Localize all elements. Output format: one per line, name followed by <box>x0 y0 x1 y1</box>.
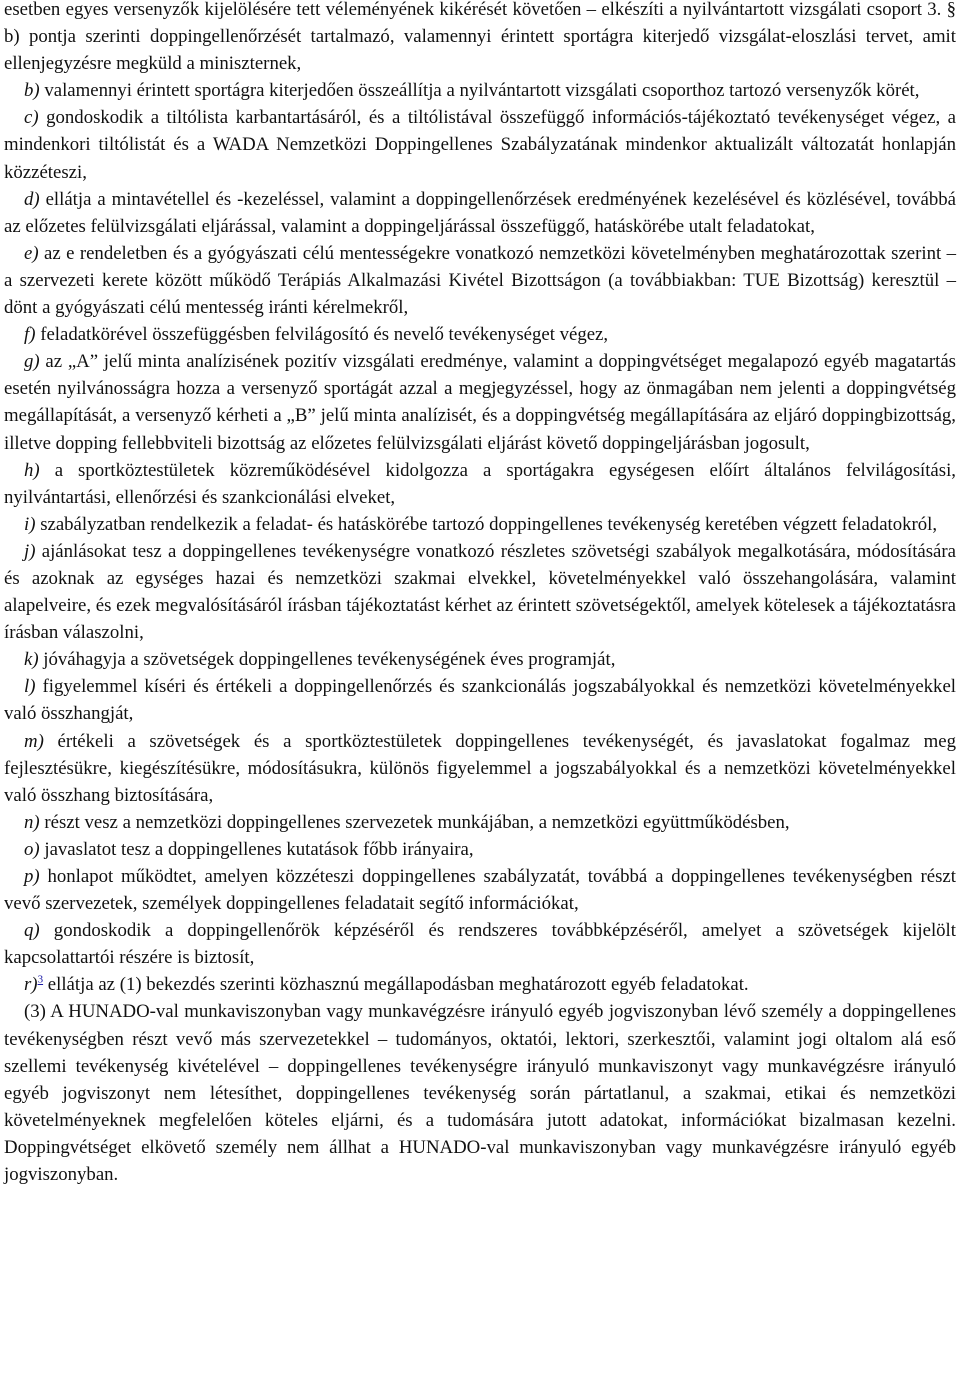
list-item-g <box>4 348 956 456</box>
list-item-d <box>4 186 956 240</box>
item-label: f) <box>24 324 36 346</box>
item-text: ajánlásokat tesz a doppingellenes tevékenységre vonatkozó részletes szövetségi szabályok megalkotására, módosítására és azoknak az egységes hazai és nemzetközi szakmai elvekkel, követelményekkel való összehangolására, valamint alapelveire, és ezek megvalósításáról írásban tájékoztatást kérhet az érintett szövetségektől, amelyek kötelesek a tájékoztatásra írásban válaszolni, <box>4 540 956 644</box>
item-label: q) <box>24 920 40 942</box>
item-label: o) <box>24 838 40 860</box>
list-item-o <box>4 836 956 863</box>
item-text: figyelemmel kíséri és értékeli a doppingellenőrzés és szankcionálás jogszabályokkal és nemzetközi követelményekkel való összhangját, <box>4 676 956 725</box>
item-label: d) <box>24 188 40 210</box>
list-item-h <box>4 457 956 511</box>
list-item-q <box>4 917 956 971</box>
paragraph-text: esetben egyes versenyzők kijelölésére tett véleményének kikérését követően – elkészíti a nyilvántartott vizsgálati csoport 3. § b) pontja szerinti doppingellenőrzését tartalmazó, valamennyi érintett sportágra kiterjedő vizsgálat-eloszlási tervet, amit ellenjegyzésre megküld a miniszternek, <box>4 0 956 75</box>
item-label: m) <box>24 730 44 752</box>
item-text: javaslatot tesz a doppingellenes kutatások főbb irányaira, <box>44 838 474 860</box>
item-label: h) <box>24 459 40 481</box>
item-text: feladatkörével összefüggésben felvilágosító és nevelő tevékenységet végez, <box>40 324 609 346</box>
item-label: n) <box>24 811 40 833</box>
item-label: e) <box>24 242 39 264</box>
list-item-b <box>4 77 956 104</box>
list-item-j <box>4 538 956 646</box>
list-item-l <box>4 673 956 727</box>
paragraph-continuation <box>4 0 956 77</box>
paragraph-text: (3) A HUNADO-val munkaviszonyban vagy munkavégzésre irányuló egyéb jogviszonyban lévő személy a doppingellenes tevékenységben részt vevő más szervezetekkel – tudományos, oktatói, lektori, szerkesztői, valamint jogi oltalom alá eső szellemi tevékenység kivételével – doppingellenes tevékenységre irányuló munkaviszonyt vagy munkavégzésre irányuló egyéb jogviszonyt nem létesíthet, doppingellenes tevékenység során pártatlanul, a szakmai, etikai és nemzetközi követelményeknek megfelelően köteles eljárni, és a tudomására jutott adatokat, információkat bizalmasan kezelni. Doppingvétséget elkövető személy nem állhat a HUNADO-val munkaviszonyban vagy munkavégzésre irányuló egyéb jogviszonyban. <box>4 1001 956 1186</box>
item-label: g) <box>24 351 40 373</box>
item-text: ellátja a mintavétellel és -kezeléssel, valamint a doppingellenőrzések eredményének kezelésével és közlésével, továbbá az előzetes felülvizsgálati eljárással, valamint a doppingeljárással összefüggő, hatáskörébe utalt feladatokat, <box>4 188 956 237</box>
item-text: jóváhagyja a szövetségek doppingellenes tevékenységének éves programját, <box>43 649 616 671</box>
list-item-r <box>4 971 956 998</box>
item-label: c) <box>24 107 39 129</box>
item-label: i) <box>24 513 36 535</box>
list-item-e <box>4 240 956 321</box>
item-text: részt vesz a nemzetközi doppingellenes szervezetek munkájában, a nemzetközi együttműködésben, <box>44 811 790 833</box>
list-item-i <box>4 511 956 538</box>
item-text: a sportköztestületek közreműködésével kidolgozza a sportágakra egységesen előírt általános felvilágosítási, nyilvántartási, ellenőrzési és szankcionálási elveket, <box>4 459 956 508</box>
item-text: szabályzatban rendelkezik a feladat- és hatáskörébe tartozó doppingellenes tevékenység keretében végzett feladatokról, <box>40 513 938 535</box>
item-text: értékeli a szövetségek és a sportköztestületek doppingellenes tevékenységét, és javaslatokat fogalmaz meg fejlesztésükre, kiegészítésükre, módosításukra, különös figyelemmel a jogszabályokkal és a nemzetközi követelményekkel való összhang biztosítására, <box>4 730 956 806</box>
item-text: gondoskodik a doppingellenőrök képzéséről és rendszeres továbbképzéséről, amelyet a szövetségek kijelölt kapcsolattartói részére is biztosít, <box>4 920 956 969</box>
item-text: ellátja az (1) bekezdés szerinti közhasznú megállapodásban meghatározott egyéb feladatokat. <box>43 974 749 996</box>
list-item-f <box>4 321 956 348</box>
section-3-paragraph <box>4 998 956 1188</box>
list-item-c <box>4 104 956 185</box>
list-item-n <box>4 809 956 836</box>
list-item-p <box>4 863 956 917</box>
item-text: az e rendeletben és a gyógyászati célú mentességekre vonatkozó nemzetközi követelményben meghatározottak szerint – a szervezeti kerete között működő Terápiás Alkalmazási Kivétel Bizottságon (a továbbiakban: TUE Bizottság) keresztül – dönt a gyógyászati célú mentesség iránti kérelmekről, <box>4 242 956 319</box>
item-label: l) <box>24 676 36 698</box>
list-item-m <box>4 728 956 809</box>
footnote-link[interactable]: 3 <box>37 974 44 987</box>
item-label: p) <box>24 866 40 887</box>
item-label: r) <box>24 974 38 996</box>
list-item-k <box>4 646 956 673</box>
item-label: b) <box>24 80 40 102</box>
item-text: honlapot működtet, amelyen közzéteszi doppingellenes szabályzatát, továbbá a doppingellenes tevékenységben részt vevő szervezetek, személyek doppingellenes feladatait segítő információkat, <box>4 866 956 915</box>
item-label: j) <box>24 540 36 562</box>
item-text: az „A” jelű minta analízisének pozitív vizsgálati eredménye, valamint a doppingvétséget megalapozó egyéb magatartás esetén nyilvánosságra hozza a versenyző sportágát azzal a megjegyzéssel, hogy az önmagában nem jelenti a doppingvétség megállapítását, a versenyző kérheti a „B” jelű minta analízisét, és a doppingvétség megállapítására az eljáró doppingbizottság, illetve dopping fellebbviteli bizottság az előzetes felülvizsgálati eljárást követő doppingeljárásban jogosult, <box>4 351 956 454</box>
item-text: valamennyi érintett sportágra kiterjedően összeállítja a nyilvántartott vizsgálati csoporthoz tartozó versenyzők körét, <box>44 80 920 102</box>
item-label: k) <box>24 649 39 671</box>
item-text: gondoskodik a tiltólista karbantartásáról, és a tiltólistával összefüggő információs-tájékoztató tevékenységet végez, a mindenkori tiltólistát és a WADA Nemzetközi Doppingellenes Szabályzatának mindenkor aktualizált változatát honlapján közzéteszi, <box>4 107 956 183</box>
